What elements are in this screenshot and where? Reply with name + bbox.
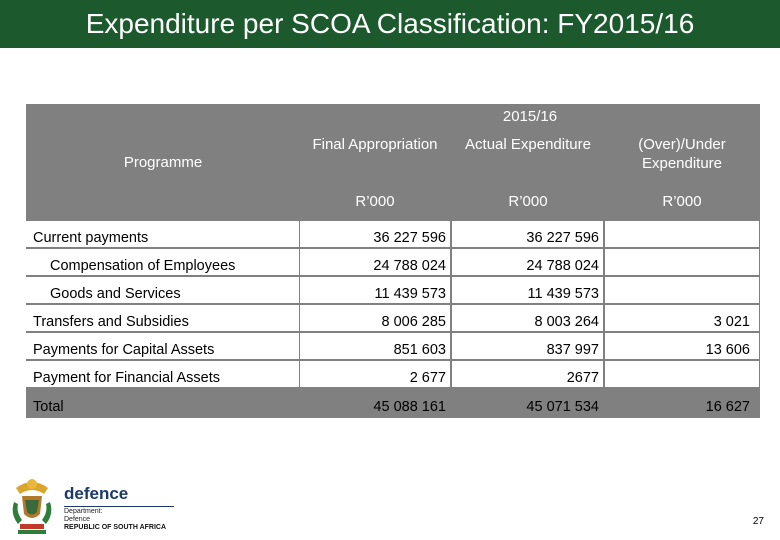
- value-actual-expenditure: 837 997: [546, 342, 599, 358]
- value-final-appropriation: 36 227 596: [373, 230, 446, 246]
- value-final-appropriation: 2 677: [409, 370, 446, 386]
- value-actual-expenditure: 11 439 573: [527, 286, 599, 302]
- logo-line2: Defence: [64, 516, 91, 523]
- col-over-under-unit: R’000: [662, 193, 702, 210]
- row-label-financial-assets: Payment for Financial Assets: [33, 370, 220, 386]
- logo-name: defence: [64, 484, 129, 503]
- value-final-appropriation: 11 439 573: [374, 286, 446, 302]
- defence-logo: [8, 474, 188, 536]
- value-actual-expenditure: 24 788 024: [526, 258, 599, 274]
- value-final-appropriation: 8 006 285: [381, 314, 446, 330]
- value-final-appropriation: 851 603: [393, 342, 446, 358]
- row-label-compensation-of-employees: Compensation of Employees: [50, 258, 236, 274]
- row-label-transfers-and-subsidies: Transfers and Subsidies: [33, 314, 189, 330]
- logo-line3: REPUBLIC OF SOUTH AFRICA: [64, 524, 167, 531]
- slide-title: Expenditure per SCOA Classification: FY2015/16: [85, 8, 695, 39]
- row-label-capital-assets: Payments for Capital Assets: [33, 342, 215, 358]
- coat-of-arms-icon: [8, 474, 56, 536]
- value-cell: [605, 277, 759, 303]
- logo-line1: Department:: [64, 508, 103, 515]
- programme-header: Programme: [123, 154, 203, 171]
- value-final-appropriation-total: 45 088 161: [373, 399, 446, 415]
- row-label-goods-and-services: Goods and Services: [50, 286, 181, 302]
- value-actual-expenditure: 8 003 264: [534, 314, 599, 330]
- value-cell: [605, 249, 759, 275]
- value-over-under-total: 16 627: [705, 399, 750, 415]
- value-over-under: 13 606: [705, 342, 750, 358]
- col-final-appropriation-title: Final Appropriation: [312, 136, 438, 153]
- col-final-appropriation-unit: R’000: [355, 193, 395, 210]
- row-label-current-payments: Current payments: [33, 230, 149, 246]
- col-over-under-title: (Over)/Under Expenditure: [638, 136, 726, 172]
- value-cell: [605, 361, 759, 387]
- value-actual-expenditure: 2677: [566, 370, 599, 386]
- row-label-total: Total: [33, 399, 64, 415]
- col-actual-expenditure-unit: R’000: [508, 193, 548, 210]
- value-over-under: 3 021: [713, 314, 750, 330]
- year-header: 2015/16: [502, 108, 558, 125]
- value-final-appropriation: 24 788 024: [373, 258, 446, 274]
- value-actual-expenditure-total: 45 071 534: [526, 399, 599, 415]
- logo-divider: [64, 506, 174, 507]
- col-actual-expenditure-title: Actual Expenditure: [465, 136, 591, 153]
- value-cell: [605, 221, 759, 247]
- page-number: 27: [752, 516, 764, 527]
- value-actual-expenditure: 36 227 596: [526, 230, 599, 246]
